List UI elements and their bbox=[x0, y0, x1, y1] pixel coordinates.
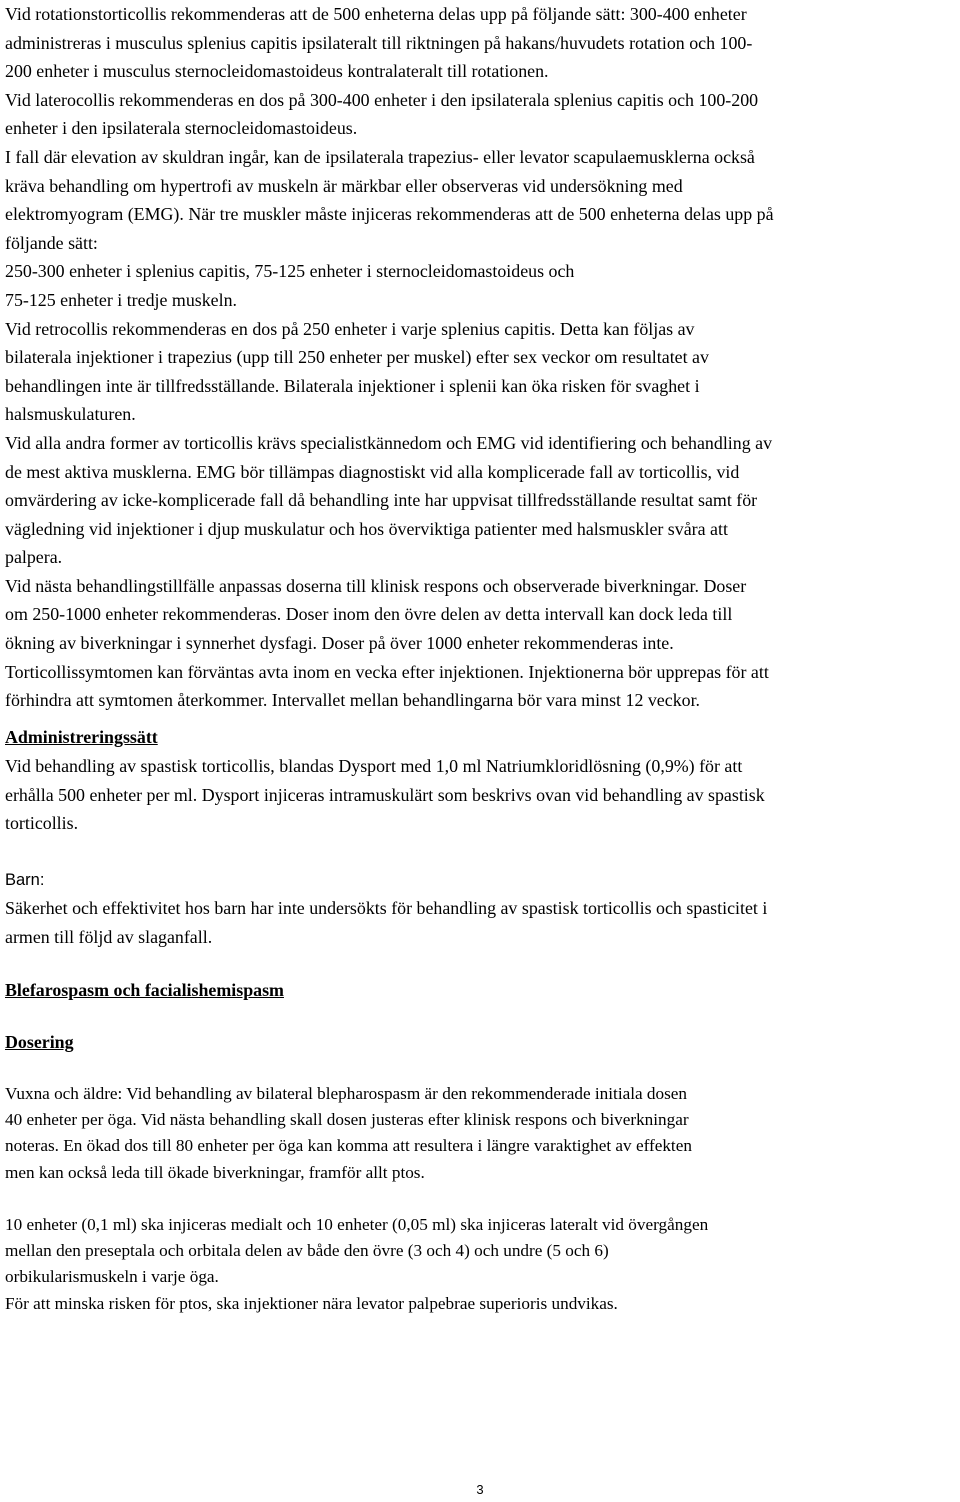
text-line: Säkerhet och effektivitet hos barn har inte undersökts för behandling av spastisk torticollis och spasticitet i bbox=[5, 898, 768, 918]
text-line: vägledning vid injektioner i djup muskulatur och hos överviktiga patienter med halsmuskler svåra att bbox=[5, 518, 728, 539]
text-line: bilaterala injektioner i trapezius (upp till 250 enheter per muskel) efter sex veckor om resultatet av bbox=[5, 347, 709, 368]
text-line: 10 enheter (0,1 ml) ska injiceras medialt och 10 enheter (0,05 ml) ska injiceras lateralt vid övergången bbox=[5, 1215, 709, 1234]
text-line: Vid laterocollis rekommenderas en dos på 300-400 enheter i den ipsilaterala splenius capitis och 100-200 bbox=[5, 89, 759, 110]
text-line: enheter i den ipsilaterala sternocleidomastoideus. bbox=[5, 118, 358, 139]
text-line: Vuxna och äldre: Vid behandling av bilateral blepharospasm är den rekommenderade initiala dosen bbox=[5, 1084, 688, 1103]
text-line: men kan också leda till ökade biverkningar, framför allt ptos. bbox=[5, 1162, 425, 1182]
text-line: Vid retrocollis rekommenderas en dos på 250 enheter i varje splenius capitis. Detta kan följas av bbox=[5, 318, 695, 339]
text-line: I fall där elevation av skuldran ingår, kan de ipsilaterala trapezius- eller levator scapulaemusklerna också bbox=[5, 146, 755, 167]
administrering-heading: Administreringssätt bbox=[5, 727, 158, 747]
text-line: behandlingen inte är tillfredsställande. Bilaterala injektioner i splenii kan öka risken för svaghet i bbox=[5, 375, 700, 396]
text-line: mellan den preseptala och orbitala delen av både den övre (3 och 4) och undre (5 och 6) bbox=[5, 1241, 609, 1261]
text-line: administreras i musculus splenius capitis ipsilateralt till riktningen på hakans/huvudets rotation och 100- bbox=[5, 32, 753, 53]
text-line: Vid behandling av spastisk torticollis, blandas Dysport med 1,0 ml Natriumkloridlösning (0,9%) för att bbox=[5, 756, 743, 776]
text-line: orbikularismuskeln i varje öga. bbox=[5, 1267, 219, 1287]
text-line: Vid rotationstorticollis rekommenderas att de 500 enheterna delas upp på följande sätt: 300-400 enheter bbox=[5, 4, 747, 24]
text-line: följande sätt: bbox=[5, 232, 98, 253]
barn-label: Barn: bbox=[5, 871, 45, 889]
dosering-paragraph-2 bbox=[5, 1212, 708, 1317]
text-line: Vid alla andra former av torticollis krävs specialistkännedom och EMG vid identifiering och behandling av bbox=[5, 432, 773, 453]
text-line: Vid nästa behandlingstillfälle anpassas doserna till klinisk respons och observerade biverkningar. Doser bbox=[5, 575, 747, 596]
text-line: Torticollissymtomen kan förväntas avta inom en vecka efter injektionen. Injektionerna bör upprepas för att bbox=[5, 661, 769, 682]
text-line: 75-125 enheter i tredje muskeln. bbox=[5, 289, 238, 310]
text-line: de mest aktiva musklerna. EMG bör tillämpas diagnostiskt vid alla komplicerade fall av torticollis, vid bbox=[5, 461, 740, 482]
text-line: kräva behandling om hypertrofi av muskeln är märkbar eller observeras vid undersökning med bbox=[5, 175, 683, 196]
text-line: förhindra att symtomen återkommer. Intervallet mellan behandlingarna bör vara minst 12 veckor. bbox=[5, 690, 701, 711]
barn-paragraph bbox=[5, 894, 767, 951]
text-line: omvärdering av icke-komplicerade fall då behandling inte har uppvisat tillfredsställande resultat samt för bbox=[5, 490, 758, 511]
text-line: armen till följd av slaganfall. bbox=[5, 926, 213, 947]
text-line: torticollis. bbox=[5, 813, 79, 834]
text-line: 40 enheter per öga. Vid nästa behandling skall dosen justeras efter klinisk respons och biverkningar bbox=[5, 1110, 689, 1130]
blefarospasm-heading: Blefarospasm och facialishemispasm bbox=[5, 980, 284, 1000]
text-line: palpera. bbox=[5, 547, 63, 568]
text-line: För att minska risken för ptos, ska injektioner nära levator palpebrae superioris undvikas. bbox=[5, 1293, 618, 1313]
dosering-paragraph-1 bbox=[5, 1081, 692, 1186]
administrering-paragraph bbox=[5, 752, 765, 838]
text-line: elektromyogram (EMG). När tre muskler måste injiceras rekommenderas att de 500 enheterna delas upp på bbox=[5, 204, 774, 225]
torticollis-section bbox=[5, 0, 774, 715]
text-line: 200 enheter i musculus sternocleidomastoideus kontralateralt till rotationen. bbox=[5, 61, 549, 82]
text-line: om 250-1000 enheter rekommenderas. Doser inom den övre delen av detta intervall kan dock leda till bbox=[5, 604, 733, 625]
page-number: 3 bbox=[476, 1482, 484, 1497]
text-line: ökning av biverkningar i synnerhet dysfagi. Doser på över 1000 enheter rekommenderas inte. bbox=[5, 633, 674, 654]
text-line: erhålla 500 enheter per ml. Dysport injiceras intramuskulärt som beskrivs ovan vid behandling av spastisk bbox=[5, 784, 765, 805]
text-line: 250-300 enheter i splenius capitis, 75-125 enheter i sternocleidomastoideus och bbox=[5, 261, 575, 282]
text-line: noteras. En ökad dos till 80 enheter per öga kan komma att resultera i längre varaktighet av effekten bbox=[5, 1136, 692, 1156]
dosering-heading: Dosering bbox=[5, 1032, 74, 1052]
text-line: halsmuskulaturen. bbox=[5, 404, 136, 425]
